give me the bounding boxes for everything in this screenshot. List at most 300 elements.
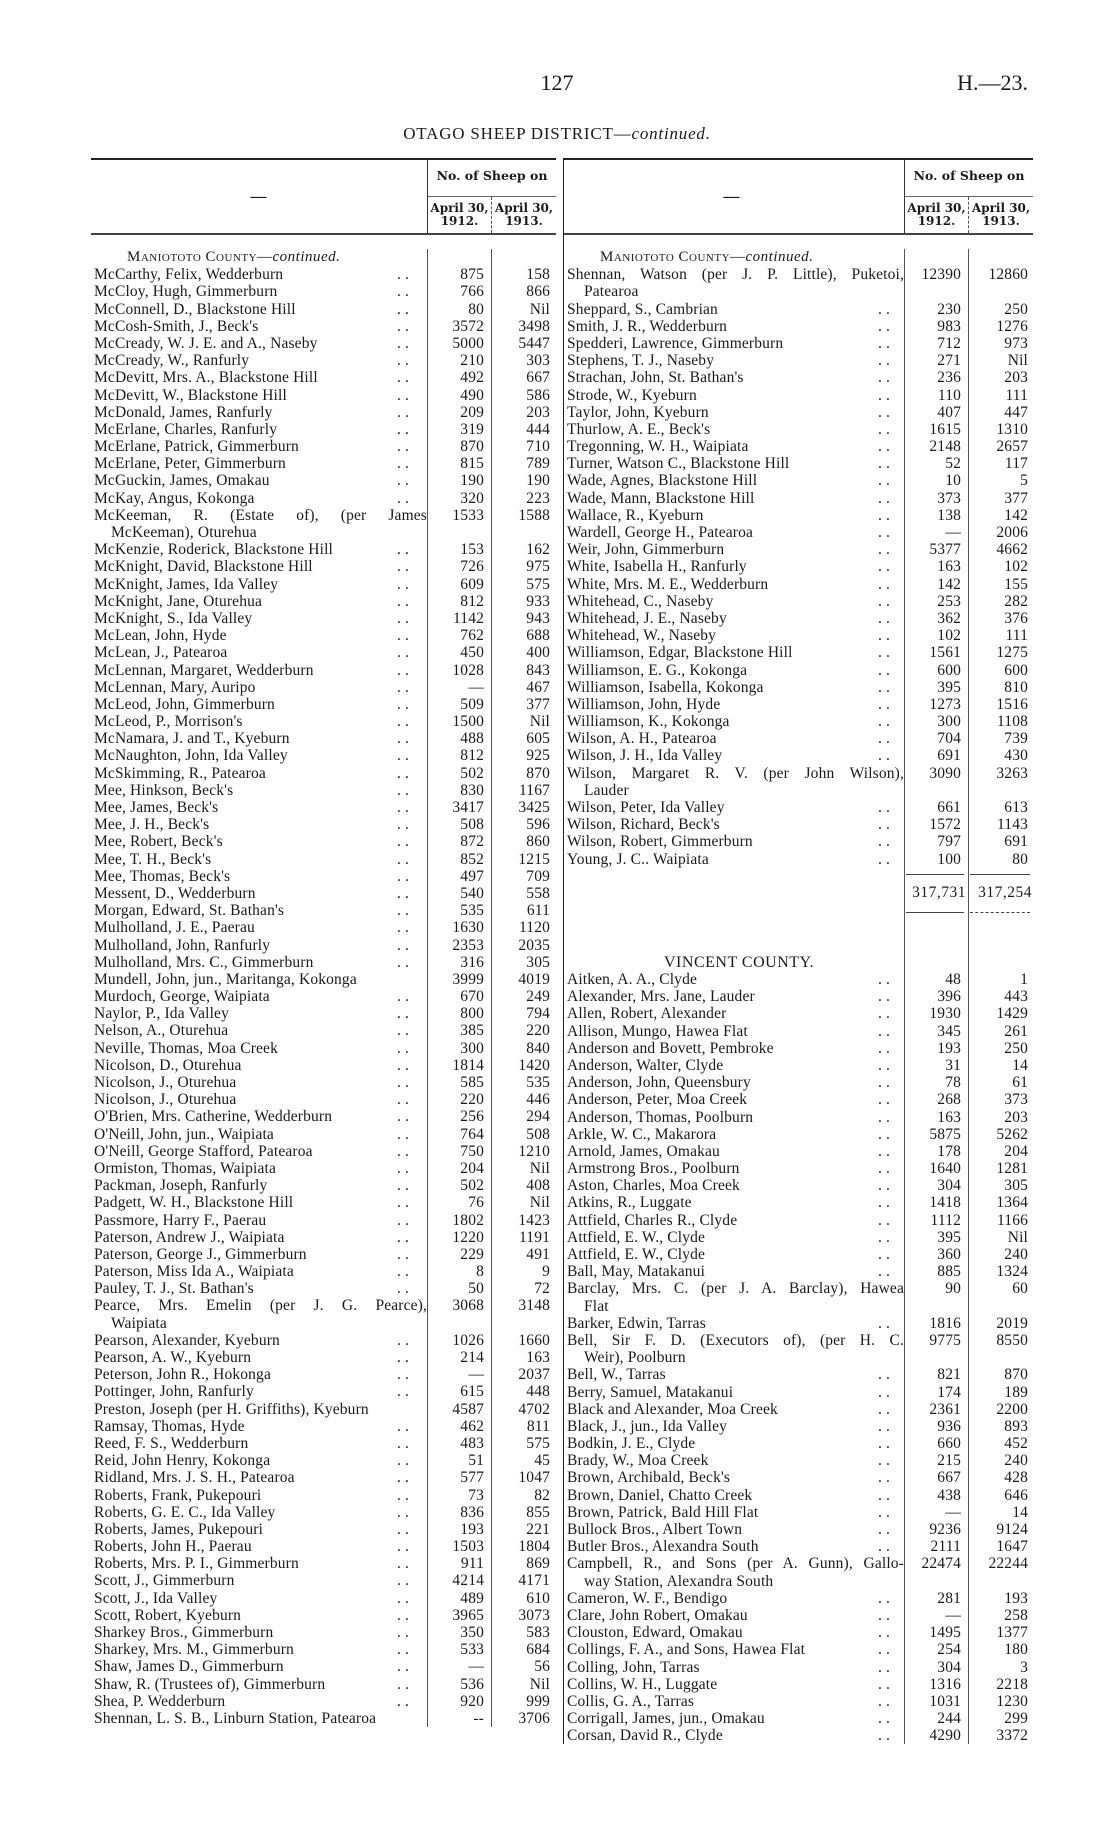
sheep-1913: 448	[526, 1383, 550, 1401]
owner-name: Mee, Thomas, Beck's	[94, 867, 231, 885]
table-row	[91, 576, 556, 593]
leader-dots: . .	[397, 1005, 410, 1023]
sheep-1912: 76	[468, 1194, 484, 1212]
owner-name: McGuckin, James, Omakau	[94, 472, 270, 490]
sheep-1913: 710	[526, 438, 550, 456]
sheep-1912: 2353	[452, 936, 484, 954]
table-row	[564, 713, 1033, 730]
owner-name: O'Neill, John, jun., Waipiata	[94, 1125, 274, 1143]
table-row	[91, 1435, 556, 1452]
owner-name: McCloy, Hugh, Gimmerburn	[94, 283, 278, 301]
owner-name: Brown, Archibald, Beck's	[567, 1469, 731, 1487]
sheep-1912: 268	[937, 1091, 961, 1109]
leader-dots: . .	[878, 713, 891, 731]
table-row	[91, 1263, 556, 1280]
sheep-1912: --	[473, 1709, 484, 1727]
owner-name: McLeod, John, Gimmerburn	[94, 695, 275, 713]
leader-dots: . .	[397, 1538, 410, 1556]
table-row	[564, 1143, 1033, 1160]
sheep-1913: 1	[1020, 971, 1028, 988]
owner-name: McKnight, David, Blackstone Hill	[94, 558, 313, 576]
owner-name: Anderson and Bovett, Pembroke	[567, 1039, 774, 1057]
sheep-1913: 377	[1004, 489, 1028, 507]
table-row	[564, 1555, 1033, 1589]
sheep-1913: 162	[526, 541, 550, 559]
sheep-1913: 811	[526, 1417, 550, 1435]
table-row	[564, 1521, 1033, 1538]
leader-dots: . .	[397, 747, 410, 765]
owner-name: Pearson, Alexander, Kyeburn	[94, 1331, 280, 1349]
sheep-1912: 214	[460, 1349, 484, 1367]
leader-dots: . .	[878, 1606, 891, 1624]
owner-name: Stephens, T. J., Naseby	[567, 352, 715, 370]
table-row	[564, 1401, 1033, 1418]
owner-name: Arnold, James, Omakau	[567, 1142, 720, 1160]
sheep-1912: 193	[460, 1520, 484, 1538]
table-row	[91, 558, 556, 575]
sheep-1913: 443	[1004, 988, 1028, 1006]
owner-name: Black, J., jun., Ida Valley	[567, 1417, 728, 1435]
table-row	[564, 352, 1033, 369]
leader-dots: . .	[878, 678, 891, 696]
leader-dots: . .	[878, 317, 891, 335]
sheep-1913: 303	[526, 352, 550, 370]
leader-dots: . .	[878, 1641, 891, 1659]
owner-name: Shaw, R. (Trustees of), Gimmerburn	[94, 1675, 326, 1693]
leader-dots: . .	[878, 1022, 891, 1040]
table-row	[91, 782, 556, 799]
owner-name: Arkle, W. C., Makarora	[567, 1125, 717, 1143]
table-row	[564, 1160, 1033, 1177]
sheep-1913: 943	[526, 609, 550, 627]
owner-name: Roberts, Mrs. P. I., Gimmerburn	[94, 1555, 299, 1573]
table-row	[91, 1126, 556, 1143]
owner-name: Bell, W., Tarras	[567, 1366, 666, 1384]
table-row	[91, 455, 556, 472]
leader-dots: . .	[397, 1503, 410, 1521]
table-row	[564, 1074, 1033, 1091]
leader-dots: . .	[397, 1658, 410, 1676]
sheep-1913: 870	[1004, 1366, 1028, 1384]
sheep-1913: 1275	[996, 644, 1028, 662]
sheep-1913: 72	[534, 1280, 550, 1298]
sheep-1912: 704	[937, 730, 961, 748]
sheep-1912: 750	[460, 1142, 484, 1160]
leader-dots: . .	[397, 1194, 410, 1212]
sheep-1913: 870	[526, 764, 550, 782]
name-column-header: —	[250, 188, 267, 205]
table-row	[91, 662, 556, 679]
leader-dots: . .	[397, 1366, 410, 1384]
owner-name: Wilson, Margaret R. V. (per John Wilson),	[567, 764, 904, 782]
leader-dots: . .	[878, 1194, 891, 1212]
sheep-1913: 596	[526, 816, 550, 834]
rule	[906, 874, 964, 875]
leader-dots: . .	[878, 1417, 891, 1435]
sheep-1913: 299	[1004, 1710, 1028, 1728]
table-row	[91, 1383, 556, 1400]
owner-name: Mulholland, Mrs. C., Gimmerburn	[94, 953, 314, 971]
owner-name: Whitehead, W., Naseby	[567, 627, 717, 645]
leader-dots: . .	[397, 489, 410, 507]
sheep-1912: 533	[460, 1641, 484, 1659]
owner-name: White, Isabella H., Ranfurly	[567, 558, 747, 576]
table-row	[564, 421, 1033, 438]
leader-dots: . .	[397, 575, 410, 593]
leader-dots: . .	[397, 833, 410, 851]
owner-name: Barker, Edwin, Tarras	[567, 1314, 706, 1332]
sheep-1912: 821	[937, 1366, 961, 1384]
table-row	[564, 438, 1033, 455]
sheep-1913: 5	[1020, 472, 1028, 490]
sheep-1913: 840	[526, 1039, 550, 1057]
owner-name: Black and Alexander, Moa Creek	[567, 1400, 778, 1418]
sheep-count-group-header: No. of Sheep on	[427, 160, 556, 197]
sheep-1912: 50	[468, 1280, 484, 1298]
leader-dots: . .	[878, 386, 891, 404]
rule	[906, 912, 964, 913]
sheep-1912: 490	[460, 386, 484, 404]
owner-name: Nicolson, D., Oturehua	[94, 1056, 242, 1074]
sheep-1912: 244	[937, 1710, 961, 1728]
sheep-1912: 73	[468, 1486, 484, 1504]
sheep-1912: 204	[460, 1159, 484, 1177]
total-1912: 317,731	[912, 883, 966, 901]
sheep-1912: 1561	[929, 644, 961, 662]
owner-name: Alexander, Mrs. Jane, Lauder	[567, 988, 755, 1006]
owner-name: Naylor, P., Ida Valley	[94, 1005, 229, 1023]
leader-dots: . .	[878, 300, 891, 318]
table-row	[91, 833, 556, 850]
sheep-1912: 1533	[452, 506, 484, 524]
sheep-1912: 3417	[452, 799, 484, 817]
leader-dots: . .	[397, 1074, 410, 1092]
leader-dots: . .	[878, 1091, 891, 1109]
owner-name-continued: Waipiata	[111, 1314, 167, 1332]
leader-dots: . .	[397, 300, 410, 318]
leader-dots: . .	[397, 438, 410, 456]
table-row	[564, 1332, 1033, 1366]
leader-dots: . .	[878, 1366, 891, 1384]
leader-dots: . .	[397, 1280, 410, 1298]
sheep-1913: 193	[1004, 1589, 1028, 1607]
leader-dots: . .	[397, 1228, 410, 1246]
sheep-1913: 646	[1004, 1486, 1028, 1504]
table-row	[564, 1504, 1033, 1521]
sheep-1913: 508	[526, 1125, 550, 1143]
leader-dots: . .	[397, 1675, 410, 1693]
leader-dots: . .	[878, 644, 891, 662]
sheep-1913: 220	[526, 1022, 550, 1040]
table-header	[91, 158, 556, 235]
table-row	[564, 851, 1033, 868]
owner-name: McKeeman, R. (Estate of), (per James	[94, 506, 427, 524]
sheep-count-group-header: No. of Sheep on	[904, 160, 1033, 197]
sheep-1912: 1816	[929, 1314, 961, 1332]
sheep-1913: 12860	[988, 266, 1028, 284]
owner-name: Clouston, Edward, Omakau	[567, 1624, 743, 1642]
table-row	[91, 696, 556, 713]
sheep-1913: 467	[526, 678, 550, 696]
sheep-1913: Nil	[529, 1159, 550, 1177]
rule	[970, 912, 1030, 913]
owner-name: Wade, Agnes, Blackstone Hill	[567, 472, 758, 490]
sheep-1912: 345	[937, 1022, 961, 1040]
table-row	[564, 1469, 1033, 1486]
table-row	[91, 988, 556, 1005]
owner-name: Shennan, Watson (per J. P. Little), Puketoi,	[567, 266, 904, 284]
table-row	[91, 851, 556, 868]
table-row	[91, 1418, 556, 1435]
sheep-1912: 210	[460, 352, 484, 370]
sheep-1912: 660	[937, 1435, 961, 1453]
table-row	[564, 833, 1033, 850]
owner-name: McSkimming, R., Patearoa	[94, 764, 266, 782]
table-row	[564, 1607, 1033, 1624]
owner-name: McCready, W., Ranfurly	[94, 352, 250, 370]
sheep-1912: 1640	[929, 1160, 961, 1178]
table-row	[91, 868, 556, 885]
table-row	[564, 1676, 1033, 1693]
sheep-1912: 936	[937, 1417, 961, 1435]
owner-name: Clare, John Robert, Omakau	[567, 1606, 748, 1624]
sheep-1913: 142	[1004, 506, 1028, 524]
leader-dots: . .	[397, 1452, 410, 1470]
owner-name: Ball, May, Matakanui	[567, 1263, 706, 1281]
sheep-1913: 843	[526, 661, 550, 679]
sheep-1912: 5377	[929, 541, 961, 559]
sheep-1912: 667	[937, 1469, 961, 1487]
table-row	[91, 593, 556, 610]
sheep-1912: 885	[937, 1263, 961, 1281]
table-row	[564, 1212, 1033, 1229]
leader-dots: . .	[878, 1727, 891, 1745]
sheep-1913: 688	[526, 627, 550, 645]
leader-dots: . .	[397, 592, 410, 610]
document-reference: H.—23.	[957, 70, 1028, 95]
leader-dots: . .	[397, 644, 410, 662]
sheep-1913: 446	[526, 1091, 550, 1109]
leader-dots: . .	[878, 1125, 891, 1143]
owner-name: Butler Bros., Alexandra South	[567, 1538, 759, 1556]
owner-name: Collings, F. A., and Sons, Hawea Flat	[567, 1641, 806, 1659]
owner-name: McKnight, James, Ida Valley	[94, 575, 279, 593]
leader-dots: . .	[397, 695, 410, 713]
table-row	[91, 1469, 556, 1486]
table-row	[91, 730, 556, 747]
sheep-1912: 488	[460, 730, 484, 748]
leader-dots: . .	[878, 1469, 891, 1487]
owner-name: McLennan, Margaret, Wedderburn	[94, 661, 314, 679]
table-row	[91, 1401, 556, 1418]
leader-dots: . .	[397, 1572, 410, 1590]
sheep-1913: 925	[526, 747, 550, 765]
sheep-1912: 2148	[929, 438, 961, 456]
leader-dots: . .	[878, 1435, 891, 1453]
owner-name: Paterson, George J., Gimmerburn	[94, 1245, 307, 1263]
sheep-1913: 810	[1004, 678, 1028, 696]
sheep-1912: 1495	[929, 1624, 961, 1642]
table-row	[91, 1538, 556, 1555]
sheep-1912: 300	[937, 713, 961, 731]
owner-name: Attfield, E. W., Clyde	[567, 1246, 706, 1263]
sheep-1912: 872	[460, 833, 484, 851]
sheep-1912: 450	[460, 644, 484, 662]
leader-dots: . .	[878, 592, 891, 610]
leader-dots: . .	[878, 816, 891, 834]
sheep-1913: 1230	[996, 1692, 1028, 1710]
sheep-1912: 1615	[929, 420, 961, 438]
table-row	[91, 1177, 556, 1194]
sheep-1913: 1108	[996, 713, 1028, 731]
sheep-1912: 600	[937, 661, 961, 679]
table-row	[91, 1005, 556, 1022]
table-row	[564, 1590, 1033, 1607]
sheep-1913: 45	[534, 1452, 550, 1470]
sheep-1913: 575	[526, 1434, 550, 1452]
sheep-1913: 373	[1004, 1091, 1028, 1109]
table-row	[91, 1160, 556, 1177]
table-row	[564, 696, 1033, 713]
sheep-1913: 1429	[996, 1005, 1028, 1023]
sheep-1913: 684	[526, 1641, 550, 1659]
column-header-1912: April 30, 1912.	[904, 197, 968, 233]
owner-name: Shaw, James D., Gimmerburn	[94, 1658, 284, 1676]
table-row	[91, 1349, 556, 1366]
column-header-1913: April 30, 1913.	[491, 197, 556, 233]
sheep-1912: 100	[937, 850, 961, 868]
owner-name: Strode, W., Kyeburn	[567, 386, 697, 404]
table-row	[91, 1297, 556, 1331]
sheep-1912: 983	[937, 317, 961, 335]
table-row	[564, 1194, 1033, 1211]
leader-dots: . .	[397, 1624, 410, 1642]
leader-dots: . .	[397, 867, 410, 885]
leader-dots: . .	[397, 730, 410, 748]
leader-dots: . .	[878, 369, 891, 387]
sheep-1912: 812	[460, 747, 484, 765]
sheep-1912: 836	[460, 1503, 484, 1521]
sheep-1912: 797	[937, 833, 961, 851]
leader-dots: . .	[397, 1434, 410, 1452]
sheep-1912: 362	[937, 609, 961, 627]
table-row	[91, 902, 556, 919]
sheep-1913: 535	[526, 1074, 550, 1092]
owner-name: McKnight, S., Ida Valley	[94, 609, 253, 627]
leader-dots: . .	[397, 1486, 410, 1504]
table-row	[564, 1177, 1033, 1194]
owner-name: Smith, J. R., Wedderburn	[567, 317, 728, 335]
sheep-1913: 586	[526, 386, 550, 404]
table-row	[91, 1074, 556, 1091]
sheep-1912: 497	[460, 867, 484, 885]
county-total	[564, 874, 1033, 926]
sheep-1913: 2037	[518, 1366, 550, 1384]
leader-dots: . .	[397, 1589, 410, 1607]
sheep-1913: 1516	[996, 695, 1028, 713]
owner-name: Armstrong Bros., Poolburn	[567, 1160, 740, 1178]
sheep-1913: 611	[526, 902, 550, 920]
table-row	[564, 593, 1033, 610]
owner-name: Scott, J., Gimmerburn	[94, 1572, 235, 1590]
rows-container	[564, 266, 1033, 868]
sheep-1912: 31	[945, 1056, 961, 1074]
owner-name: Anderson, Walter, Clyde	[567, 1056, 724, 1074]
table-body	[564, 235, 1033, 1744]
table-row	[91, 1452, 556, 1469]
owner-name: Wade, Mann, Blackstone Hill	[567, 489, 755, 507]
owner-name: Allison, Mungo, Hawea Flat	[567, 1022, 748, 1040]
sheep-1912: 920	[460, 1692, 484, 1710]
leader-dots: . .	[397, 266, 410, 284]
leader-dots: . .	[878, 695, 891, 713]
sheep-1913: 600	[1004, 661, 1028, 679]
sheep-1912: 615	[460, 1383, 484, 1401]
owner-name: Thurlow, A. E., Beck's	[567, 420, 711, 438]
sheep-1912: 1500	[452, 713, 484, 731]
sheep-1913: 869	[526, 1555, 550, 1573]
sheep-1912: 193	[937, 1039, 961, 1057]
table-row	[564, 1005, 1033, 1022]
leader-dots: . .	[397, 988, 410, 1006]
leader-dots: . .	[878, 1142, 891, 1160]
sheep-1913: 14	[1012, 1056, 1028, 1074]
leader-dots: . .	[397, 1056, 410, 1074]
sheep-1913: 691	[1004, 833, 1028, 851]
owner-name: Nelson, A., Oturehua	[94, 1022, 229, 1040]
sheep-1912: 764	[460, 1125, 484, 1143]
sheep-1912: —	[945, 1503, 961, 1521]
sheep-1912: 2111	[930, 1538, 961, 1556]
leader-dots: . .	[878, 420, 891, 438]
table-row	[564, 627, 1033, 644]
sheep-1912: 190	[460, 472, 484, 490]
sheep-1913: 1364	[996, 1194, 1028, 1212]
sheep-1913: 3148	[518, 1297, 550, 1315]
sheep-1912: 1273	[929, 695, 961, 713]
table-row	[91, 387, 556, 404]
owner-name: Pottinger, John, Ranfurly	[94, 1383, 254, 1401]
leader-dots: . .	[397, 627, 410, 645]
sheep-1913: 250	[1004, 300, 1028, 318]
table-row	[91, 747, 556, 764]
sheep-1913: 400	[526, 644, 550, 662]
sheep-1913: Nil	[1007, 352, 1028, 370]
owner-name: Young, J. C.. Waipiata	[567, 850, 709, 868]
leader-dots: . .	[878, 438, 891, 456]
sheep-1913: 80	[1012, 850, 1028, 868]
leader-dots: . .	[397, 1641, 410, 1659]
owner-name: McLean, John, Hyde	[94, 627, 227, 645]
sheep-1912: 1572	[929, 816, 961, 834]
sheep-1912: 51	[468, 1452, 484, 1470]
table-row	[564, 1538, 1033, 1555]
sheep-1912: 271	[937, 352, 961, 370]
sheep-1912: 300	[460, 1039, 484, 1057]
leader-dots: . .	[878, 1314, 891, 1332]
owner-name: McDevitt, Mrs. A., Blackstone Hill	[94, 369, 318, 387]
table-row	[91, 1504, 556, 1521]
sheep-1913: 1166	[996, 1211, 1028, 1229]
owner-name: McCosh-Smith, J., Beck's	[94, 317, 259, 335]
sheep-1912: 12390	[921, 266, 961, 284]
leader-dots: . .	[397, 1108, 410, 1126]
table-row	[91, 1366, 556, 1383]
table-row	[564, 971, 1033, 988]
owner-name-continued: McKeeman), Oturehua	[111, 524, 257, 542]
owner-name: McKnight, Jane, Oturehua	[94, 592, 263, 610]
sheep-1912: 178	[937, 1142, 961, 1160]
